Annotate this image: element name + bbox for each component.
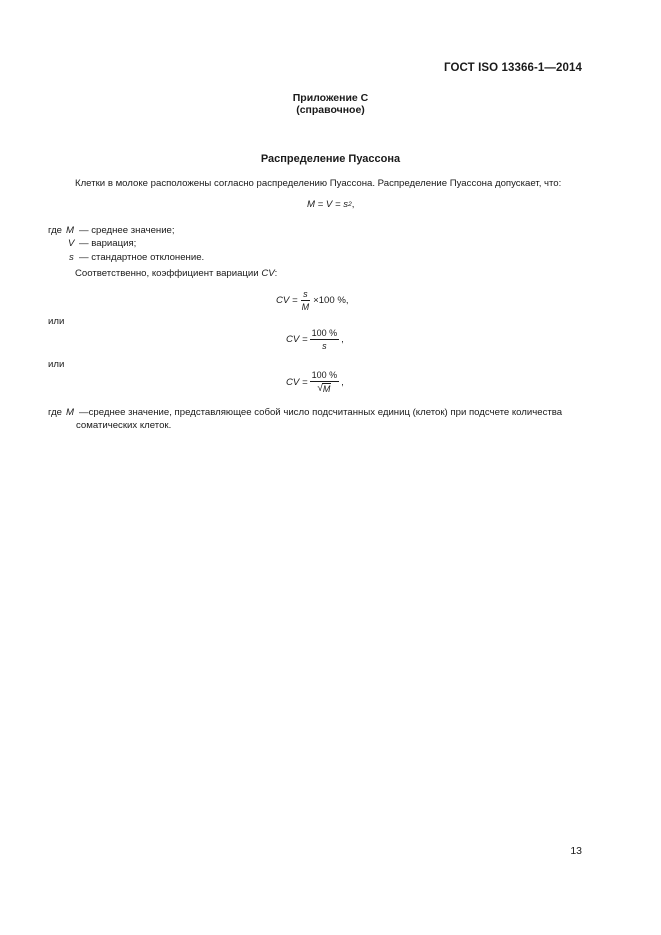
formula-cv-2-lhs: CV = bbox=[286, 334, 308, 345]
formula-cv-3-denominator bbox=[315, 382, 333, 394]
formula-poisson-lhs: M = V = s bbox=[307, 199, 349, 210]
definition-symbol: M bbox=[66, 225, 74, 236]
formula-cv-3-tail: , bbox=[341, 376, 344, 388]
formula-cv-2-tail: , bbox=[341, 334, 344, 345]
formula-cv-1-fraction bbox=[300, 289, 312, 312]
final-definition-line1: —среднее значение, представляющее собой число подсчитанных единиц (клеток) при подсчете количества bbox=[79, 407, 563, 418]
formula-cv-2-denominator: s bbox=[322, 341, 327, 351]
formula-cv-1-denominator: M bbox=[301, 302, 310, 312]
appendix-subtitle: (справочное) bbox=[296, 104, 365, 116]
final-definition bbox=[48, 407, 562, 432]
appendix-title: Приложение С bbox=[292, 92, 369, 104]
definition-text: — вариация; bbox=[79, 238, 137, 249]
cv-intro-text: Соответственно, коэффициент вариации bbox=[75, 268, 262, 279]
or-label-2: или bbox=[48, 359, 65, 370]
final-definition-symbol: M bbox=[66, 407, 74, 418]
formula-cv-3-fraction bbox=[310, 370, 340, 394]
section-title: Распределение Пуассона bbox=[260, 153, 401, 165]
formula-cv-2-numerator: 100 % bbox=[311, 328, 338, 338]
final-definition-prefix: где bbox=[48, 407, 63, 418]
cv-intro-symbol: CV bbox=[261, 268, 275, 279]
intro-paragraph: Клетки в молоке расположены согласно распределению Пуассона. Распределение Пуассона допускает, что: bbox=[75, 178, 562, 189]
definition-row bbox=[48, 238, 204, 250]
cv-intro bbox=[75, 268, 277, 280]
formula-cv-3 bbox=[286, 370, 344, 394]
formula-cv-1-lhs: CV = bbox=[276, 295, 298, 306]
formula-cv-3-radicand: M bbox=[322, 384, 331, 394]
definition-text: — среднее значение; bbox=[79, 225, 175, 236]
definition-symbol: s bbox=[69, 252, 74, 263]
formula-cv-1-numerator: s bbox=[303, 289, 308, 299]
formula-poisson-exponent: 2 bbox=[348, 201, 352, 208]
formula-cv-3-lhs: CV = bbox=[286, 376, 308, 388]
formula-poisson bbox=[307, 199, 354, 210]
formula-cv-1 bbox=[276, 289, 349, 312]
final-definition-row bbox=[48, 407, 562, 419]
sqrt-icon: √ bbox=[317, 383, 323, 394]
definitions-list bbox=[48, 225, 204, 264]
definition-row bbox=[48, 252, 204, 264]
final-definition-line2: соматических клеток. bbox=[76, 420, 172, 431]
page-number: 13 bbox=[570, 845, 582, 857]
formula-cv-1-tail: ×100 %, bbox=[313, 295, 349, 306]
formula-cv-2 bbox=[286, 328, 344, 351]
sqrt-icon-group bbox=[317, 383, 331, 394]
cv-intro-tail: : bbox=[274, 268, 278, 279]
appendix-heading bbox=[0, 92, 661, 116]
document-id: ГОСТ ISO 13366-1—2014 bbox=[444, 62, 582, 74]
formula-cv-2-fraction bbox=[310, 328, 340, 351]
definition-symbol: V bbox=[68, 238, 75, 249]
formula-poisson-tail: , bbox=[351, 199, 355, 210]
definition-text: — стандартное отклонение. bbox=[79, 252, 205, 263]
or-label-1: или bbox=[48, 316, 65, 327]
definitions-prefix: где bbox=[48, 225, 63, 236]
formula-cv-3-numerator: 100 % bbox=[311, 370, 338, 380]
definition-row bbox=[48, 225, 204, 237]
